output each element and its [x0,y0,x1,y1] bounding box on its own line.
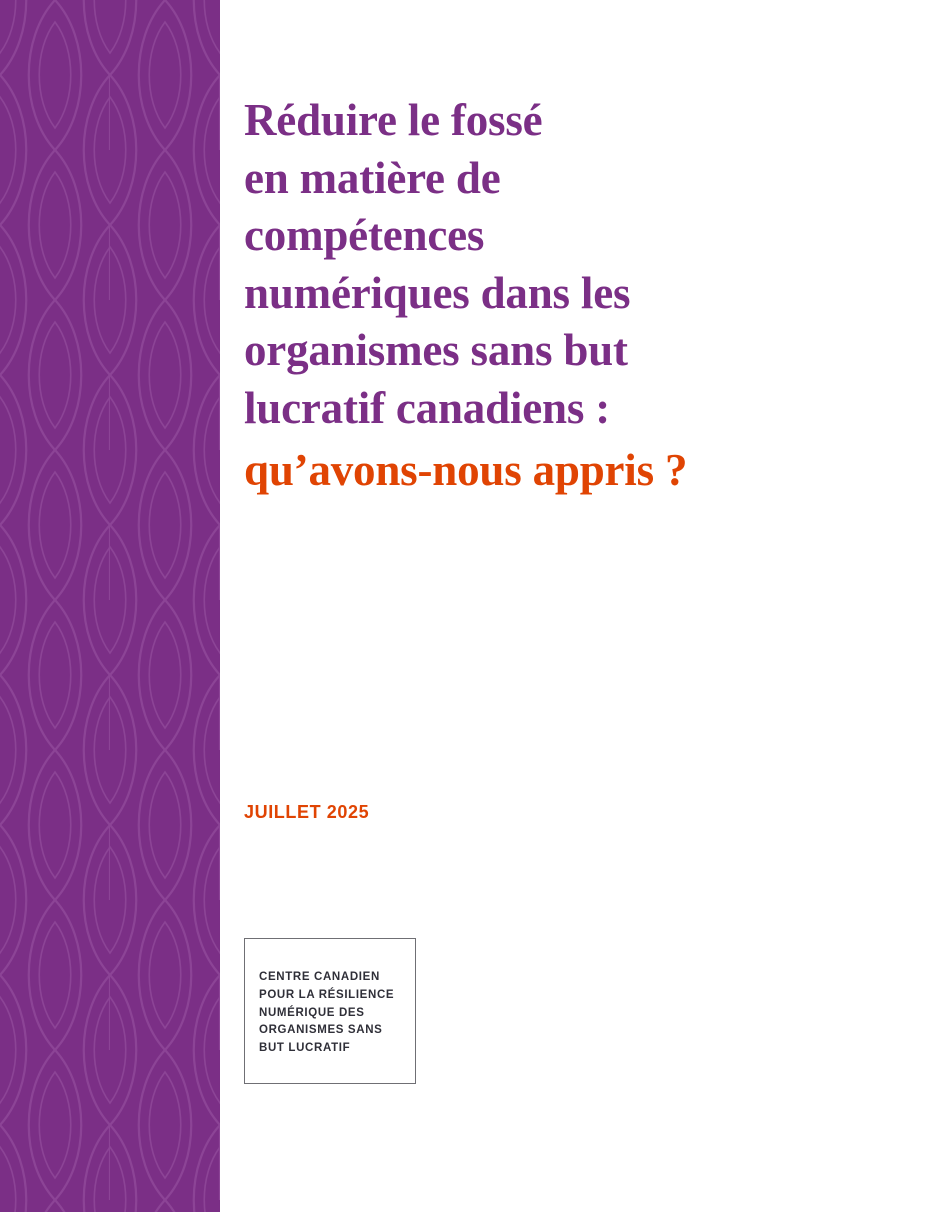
title-line-4: numériques dans les [244,267,631,318]
cover-content [220,0,934,1212]
title-line-2: en matière de [244,152,501,203]
logo-text [259,969,409,1058]
logo-line-3: NUMÉRIQUE DES [259,1006,365,1019]
geometric-pattern-icon [0,0,220,1212]
logo-line-1: CENTRE CANADIEN [259,971,380,983]
logo-line-5: BUT LUCRATIF [259,1042,351,1055]
title-subtitle-accent: qu’avons-nous appris ? [244,444,688,495]
title-line-5: organismes sans but [244,325,628,376]
centre-canadien-logo [244,938,416,1084]
logo-line-2: POUR LA RÉSILIENCE [259,988,395,1001]
title-line-6: lucratif canadiens : [244,382,610,433]
decorative-side-band [0,0,220,1212]
page-title [244,92,864,499]
title-line-1: Réduire le fossé [244,95,543,145]
logo-line-4: ORGANISMES SANS [259,1024,383,1037]
title-block [244,92,864,499]
title-line-3: compétences [244,210,485,261]
publication-date: JUILLET 2025 [244,802,370,822]
